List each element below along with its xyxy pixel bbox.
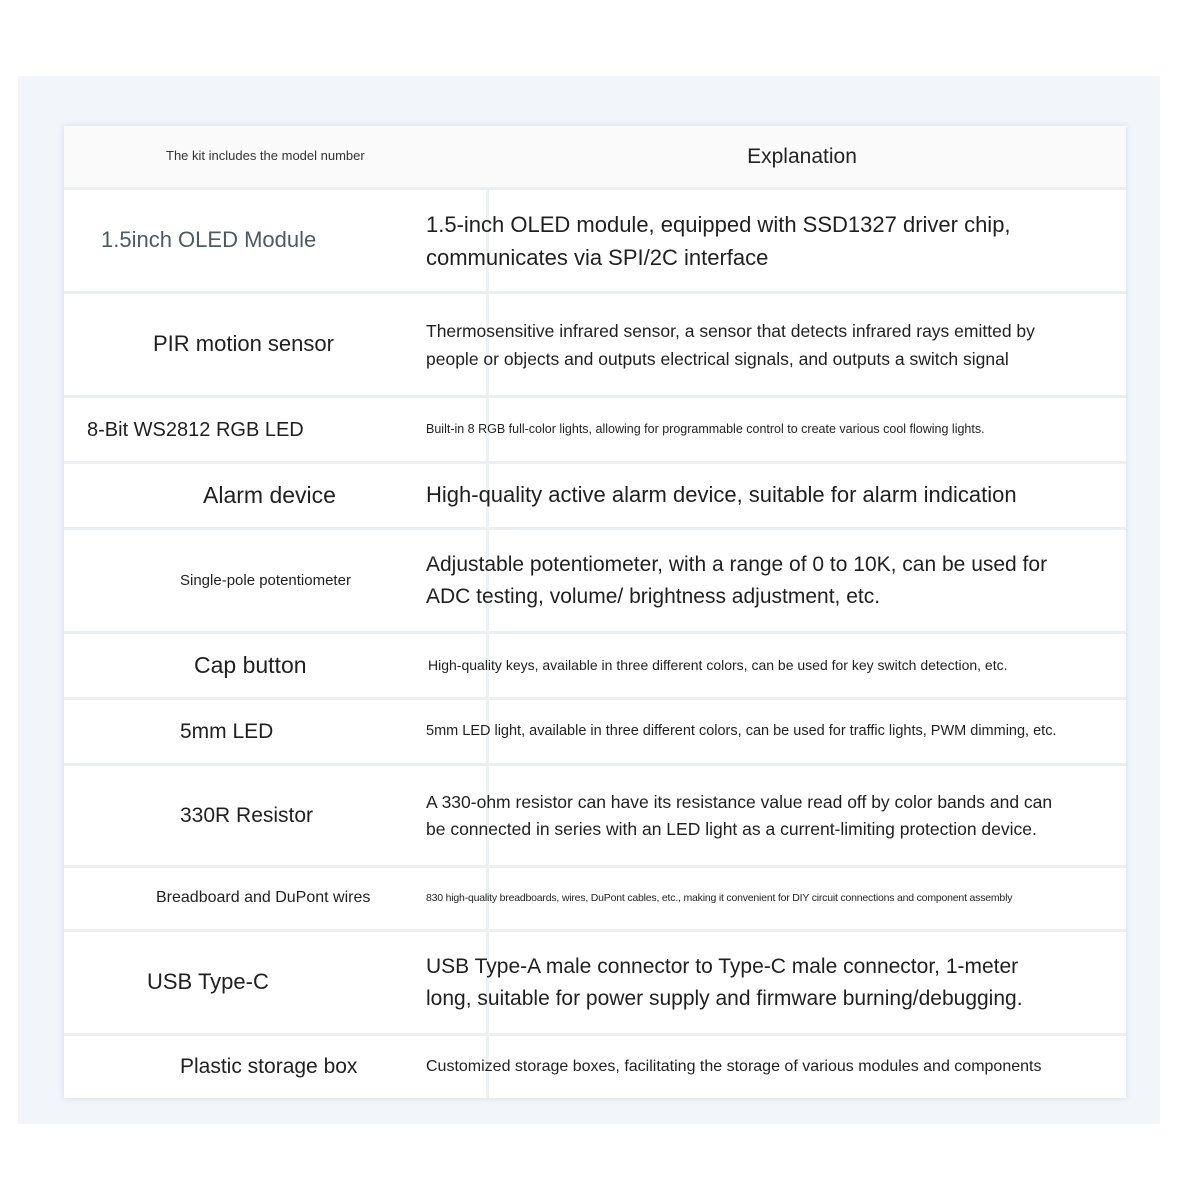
row-explanation-text: Thermosensitive infrared sensor, a sensor that detects infrared rays emitted by people or objects and outputs electrical signals, and outputs a switch signal (426, 320, 1035, 369)
row-model-label: Single-pole potentiometer (180, 571, 351, 589)
table-row (64, 464, 1126, 530)
row-model-cell (64, 464, 486, 527)
row-model-cell (64, 294, 486, 395)
row-model-label: PIR motion sensor (153, 331, 334, 357)
table-row (64, 700, 1126, 766)
row-explanation-cell (426, 868, 1126, 929)
kit-contents-table (64, 126, 1126, 1098)
table-row (64, 294, 1126, 398)
row-model-cell (64, 398, 486, 461)
table-row (64, 398, 1126, 464)
row-model-cell (64, 1036, 486, 1098)
row-explanation-cell (426, 932, 1126, 1033)
row-explanation-cell (426, 294, 1126, 395)
table-row (64, 190, 1126, 294)
row-explanation-text: A 330-ohm resistor can have its resistance value read off by color bands and can be connected in series with an LED light as a current-limiting protection device. (426, 791, 1053, 839)
table-row (64, 634, 1126, 700)
row-model-label: Breadboard and DuPont wires (156, 889, 371, 907)
row-model-label: 8-Bit WS2812 RGB LED (87, 418, 304, 441)
table-header-row (64, 126, 1126, 190)
row-explanation-text: USB Type-A male connector to Type-C male connector, 1-meter long, suitable for power supply and firmware burning/debugging. (426, 954, 1023, 1010)
row-explanation-text: High-quality active alarm device, suitable for alarm indication (426, 482, 1017, 508)
row-model-label: Plastic storage box (180, 1055, 358, 1079)
row-model-label: Alarm device (203, 481, 336, 508)
row-model-label: 1.5inch OLED Module (101, 227, 317, 253)
row-explanation-text: Built-in 8 RGB full-color lights, allowing for programmable control to create various cool flowing lights. (426, 422, 985, 437)
header-cell-model (64, 126, 486, 187)
row-explanation-text: 5mm LED light, available in three different colors, can be used for traffic lights, PWM dimming, etc. (426, 723, 1057, 740)
row-model-label: Cap button (194, 651, 307, 678)
table-row (64, 868, 1126, 932)
row-model-label: USB Type-C (147, 969, 269, 995)
row-explanation-cell (426, 190, 1126, 291)
row-model-cell (64, 700, 486, 763)
table-row (64, 530, 1126, 634)
header-cell-explanation (486, 126, 1126, 187)
row-explanation-text: 830 high-quality breadboards, wires, DuPont cables, etc., making it convenient for DIY circuit connections and component assembly (426, 891, 1013, 904)
row-explanation-text: Customized storage boxes, facilitating the storage of various modules and components (426, 1057, 1042, 1075)
row-model-cell (64, 634, 486, 697)
row-explanation-cell (426, 766, 1126, 865)
table-row (64, 766, 1126, 868)
row-model-cell (64, 766, 486, 865)
row-model-cell (64, 530, 486, 631)
row-explanation-cell (428, 634, 1128, 697)
header-explanation-label: Explanation (747, 144, 857, 168)
row-explanation-cell (426, 464, 1126, 527)
table-row (64, 932, 1126, 1036)
row-model-cell (64, 190, 486, 291)
row-explanation-cell (426, 398, 1126, 461)
row-model-label: 330R Resistor (180, 803, 314, 827)
row-explanation-text: High-quality keys, available in three different colors, can be used for key switch detection, etc. (428, 657, 1008, 674)
row-model-cell (64, 932, 486, 1033)
table-row (64, 1036, 1126, 1098)
row-explanation-text: Adjustable potentiometer, with a range of 0 to 10K, can be used for ADC testing, volume/ brightness adjustment, etc. (426, 552, 1048, 608)
row-explanation-cell (426, 1036, 1126, 1098)
row-explanation-cell (426, 530, 1126, 631)
row-model-cell (64, 868, 486, 929)
header-model-label: The kit includes the model number (166, 148, 365, 164)
row-explanation-text: 1.5-inch OLED module, equipped with SSD1327 driver chip, communicates via SPI/2C interface (426, 211, 1011, 270)
row-explanation-cell (426, 700, 1126, 763)
row-model-label: 5mm LED (180, 719, 274, 743)
